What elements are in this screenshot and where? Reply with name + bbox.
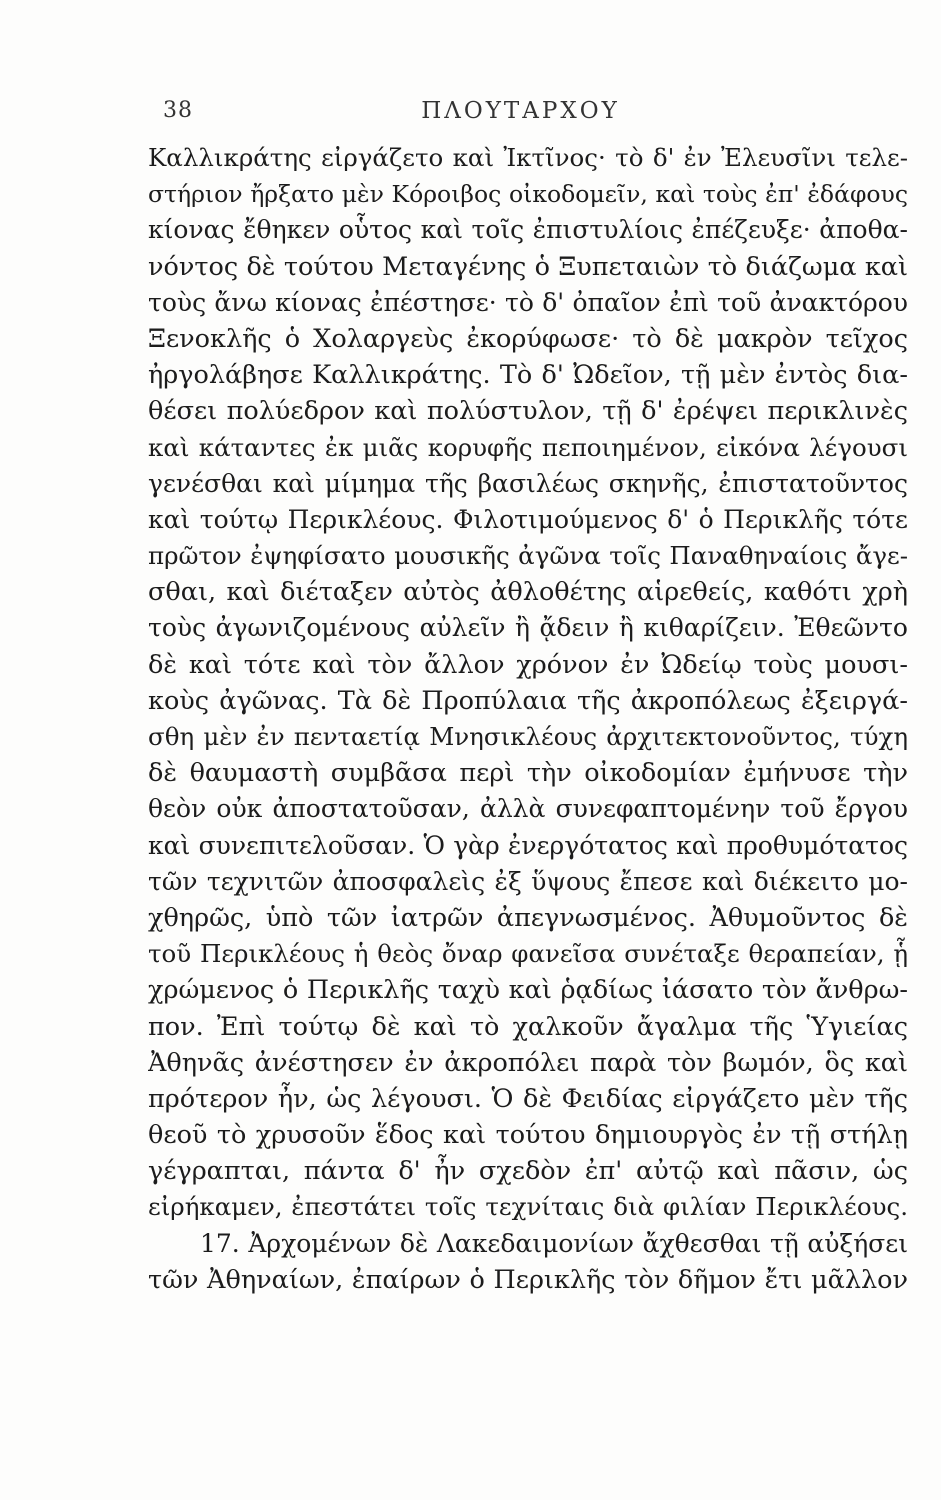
- text-line: θεὸν οὐκ ἀποστατοῦσαν, ἀλλὰ συνεφαπτομένην τοῦ ἔργου: [148, 794, 908, 824]
- text-line: τῶν Ἀθηναίων, ἐπαίρων ὁ Περικλῆς τὸν δῆμον ἔτι μᾶλλον: [148, 1264, 908, 1295]
- text-line: δὲ καὶ τότε καὶ τὸν ἄλλον χρόνον ἐν Ὠδείῳ τοὺς μουσι-: [148, 649, 908, 680]
- section-start-line: 17. Ἀρχομένων δὲ Λακεδαιμονίων ἄχθεσθαι τῇ αὐξήσει: [200, 1228, 908, 1258]
- text-line: πον. Ἐπὶ τούτῳ δὲ καὶ τὸ χαλκοῦν ἄγαλμα τῆς Ὑγιείας: [148, 1011, 908, 1042]
- text-line: τοὺς ἄνω κίονας ἐπέστησε· τὸ δ' ὀπαῖον ἐπὶ τοῦ ἀνακτόρου: [148, 287, 908, 317]
- running-title: ΠΛΟΥΤΑΡΧΟΥ: [421, 98, 620, 124]
- text-line: πρῶτον ἐψηφίσατο μουσικῆς ἀγῶνα τοῖς Παναθηναίοις ἄγε-: [148, 541, 908, 571]
- text-line: κοὺς ἀγῶνας. Τὰ δὲ Προπύλαια τῆς ἀκροπόλεως ἐξειργά-: [148, 685, 908, 716]
- text-line: γενέσθαι καὶ μίμημα τῆς βασιλέως σκηνῆς, ἐπιστατοῦντος: [148, 468, 908, 498]
- text-line: εἰρήκαμεν, ἐπεστάτει τοῖς τεχνίταις διὰ φιλίαν Περικλέους.: [148, 1192, 908, 1222]
- text-line: Καλλικράτης εἰργάζετο καὶ Ἰκτῖνος· τὸ δ' ἐν Ἐλευσῖνι τελε-: [148, 143, 908, 172]
- text-line: τοῦ Περικλέους ἡ θεὸς ὄναρ φανεῖσα συνέταξε θεραπείαν, ᾗ: [148, 939, 908, 969]
- text-line: τοὺς ἀγωνιζομένους αὐλεῖν ἢ ᾄδειν ἢ κιθαρίζειν. Ἐθεῶντο: [148, 613, 908, 643]
- text-line: ἠργολάβησε Καλλικράτης. Τὸ δ' Ὠδεῖον, τῇ μὲν ἐντὸς δια-: [148, 360, 908, 391]
- text-line: τῶν τεχνιτῶν ἀποσφαλεὶς ἐξ ὕψους ἔπεσε καὶ διέκειτο μο-: [148, 866, 908, 896]
- body-text: [148, 140, 908, 1298]
- text-line: χρώμενος ὁ Περικλῆς ταχὺ καὶ ῥᾳδίως ἰάσατο τὸν ἄνθρω-: [148, 975, 908, 1006]
- text-line: νόντος δὲ τούτου Μεταγένης ὁ Ξυπεταιὼν τὸ διάζωμα καὶ: [148, 251, 908, 282]
- text-line: θεοῦ τὸ χρυσοῦν ἕδος καὶ τούτου δημιουργὸς ἐν τῇ στήλῃ: [148, 1120, 908, 1151]
- running-head: [155, 92, 886, 132]
- text-line: σθαι, καὶ διέταξεν αὐτὸς ἀθλοθέτης αἱρεθείς, καθότι χρὴ: [148, 577, 908, 608]
- text-line: καὶ τούτῳ Περικλέους. Φιλοτιμούμενος δ' ὁ Περικλῆς τότε: [148, 504, 908, 534]
- text-line: καὶ κάταντες ἐκ μιᾶς κορυφῆς πεποιημένον, εἰκόνα λέγουσι: [148, 432, 908, 462]
- text-line: καὶ συνεπιτελοῦσαν. Ὁ γὰρ ἐνεργότατος καὶ προθυμότατος: [148, 830, 908, 860]
- text-line: θέσει πολύεδρον καὶ πολύστυλον, τῇ δ' ἐρέψει περικλινὲς: [148, 396, 908, 427]
- text-line: πρότερον ἦν, ὡς λέγουσι. Ὁ δὲ Φειδίας εἰργάζετο μὲν τῆς: [148, 1083, 908, 1114]
- text-line: Ξενοκλῆς ὁ Χολαργεὺς ἐκορύφωσε· τὸ δὲ μακρὸν τεῖχος: [148, 323, 908, 354]
- text-line: στήριον ἤρξατο μὲν Κόροιβος οἰκοδομεῖν, καὶ τοὺς ἐπ' ἐδάφους: [148, 180, 908, 209]
- page-number: 38: [163, 98, 193, 123]
- text-line: κίονας ἔθηκεν οὗτος καὶ τοῖς ἐπιστυλίοις ἐπέζευξε· ἀποθα-: [148, 215, 908, 245]
- text-line: γέγραπται, πάντα δ' ἦν σχεδὸν ἐπ' αὐτῷ καὶ πᾶσιν, ὡς: [148, 1156, 908, 1187]
- text-line: Ἀθηνᾶς ἀνέστησεν ἐν ἀκροπόλει παρὰ τὸν βωμόν, ὃς καὶ: [148, 1047, 908, 1078]
- text-line: χθηρῶς, ὑπὸ τῶν ἰατρῶν ἀπεγνωσμένος. Ἀθυμοῦντος δὲ: [148, 902, 908, 933]
- text-line: σθη μὲν ἐν πενταετίᾳ Μνησικλέους ἀρχιτεκτονοῦντος, τύχη: [148, 722, 908, 751]
- text-line: δὲ θαυμαστὴ συμβᾶσα περὶ τὴν οἰκοδομίαν ἐμήνυσε τὴν: [148, 758, 908, 789]
